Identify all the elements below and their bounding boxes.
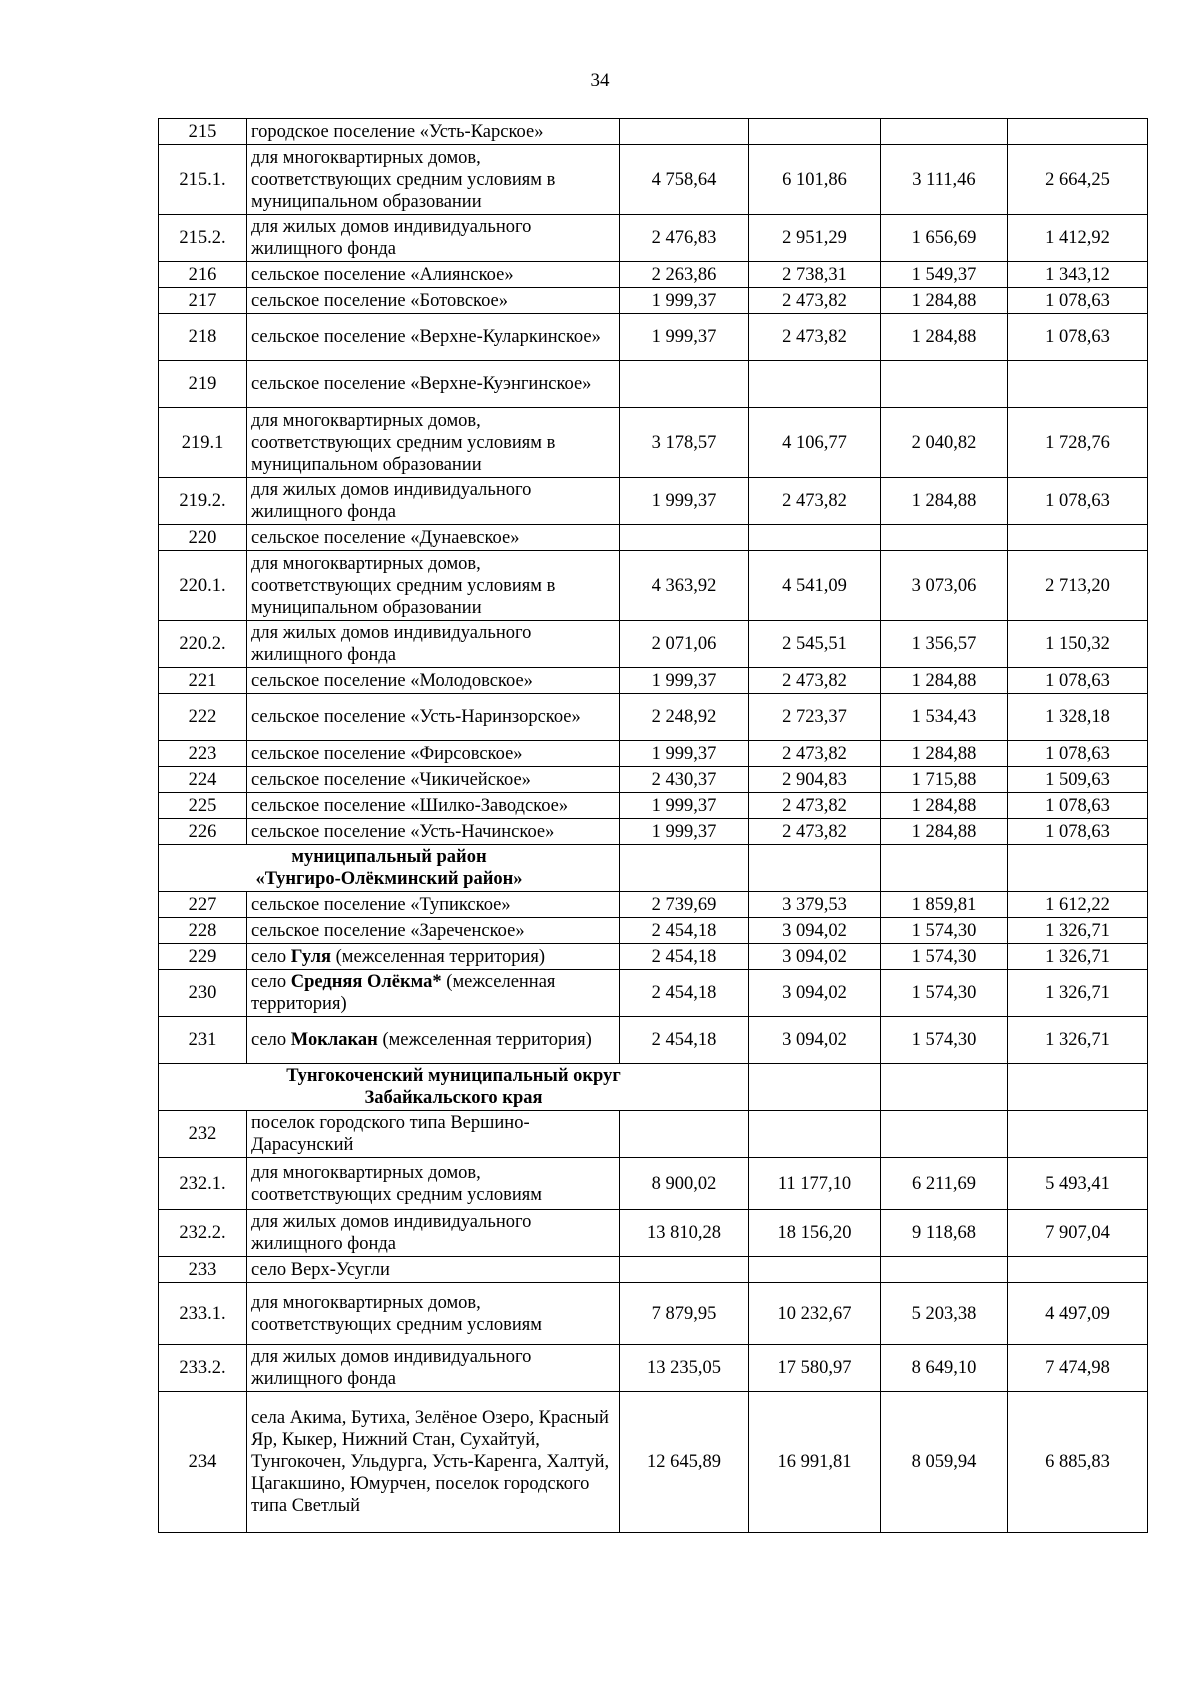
settlement-name: [247, 1257, 620, 1283]
table-row: [159, 288, 1148, 314]
settlement-name-text: сельское поселение «Верхне-Куларкинское»: [251, 327, 601, 347]
row-number: 215: [159, 119, 247, 145]
value-cell-4: 1 612,22: [1008, 892, 1148, 918]
row-number: 217: [159, 288, 247, 314]
row-number: 232.2.: [159, 1210, 247, 1257]
value-cell-3: 1 356,57: [881, 621, 1008, 668]
value-cell-4: 1 412,92: [1008, 215, 1148, 262]
row-number: 225: [159, 793, 247, 819]
table-row: [159, 621, 1148, 668]
value-cell-3: 5 203,38: [881, 1283, 1008, 1345]
value-cell-2: 2 473,82: [749, 819, 881, 845]
value-cell-1: 4 363,92: [620, 551, 749, 621]
value-cell-3: 1 284,88: [881, 478, 1008, 525]
section-title: [159, 845, 620, 892]
row-number: 222: [159, 694, 247, 741]
settlement-name-text: для многоквартирных домов, соответствующих средним условиям в муниципальном образовании: [251, 553, 556, 618]
value-cell-2: 18 156,20: [749, 1210, 881, 1257]
settlement-name: [247, 478, 620, 525]
value-cell-3: 1 574,30: [881, 918, 1008, 944]
settlement-name-text: сельское поселение «Тупикское»: [251, 894, 511, 915]
value-cell-3: [881, 361, 1008, 408]
value-cell-3: 1 284,88: [881, 314, 1008, 361]
value-cell-4: 2 713,20: [1008, 551, 1148, 621]
value-cell-2: 16 991,81: [749, 1392, 881, 1533]
value-cell-1: 2 454,18: [620, 970, 749, 1017]
value-cell-1: 2 263,86: [620, 262, 749, 288]
settlement-name-bold: Средняя Олёкма*: [290, 972, 442, 992]
section-header-row: [159, 845, 1148, 892]
row-number: 228: [159, 918, 247, 944]
settlement-name: [247, 741, 620, 767]
row-number: 223: [159, 741, 247, 767]
value-cell-3: 1 284,88: [881, 819, 1008, 845]
value-cell-4: 1 326,71: [1008, 944, 1148, 970]
row-number: 220.1.: [159, 551, 247, 621]
settlement-name-text: для многоквартирных домов, соответствующих средним условиям: [251, 1292, 542, 1335]
value-cell-1: 2 454,18: [620, 1017, 749, 1064]
settlement-name-text: (межселенная территория): [331, 946, 546, 967]
value-cell-1: [620, 361, 749, 408]
table-row: [159, 741, 1148, 767]
settlement-name: [247, 1017, 620, 1064]
settlement-name-text: для многоквартирных домов, соответствующих средним условиям в муниципальном образовании: [251, 147, 556, 212]
page-number: 34: [590, 70, 610, 91]
row-number: 215.1.: [159, 145, 247, 215]
value-cell-4: [1008, 1111, 1148, 1158]
value-cell-1: 2 248,92: [620, 694, 749, 741]
settlement-name-text: села Акима, Бутиха, Зелёное Озеро, Красный Яр, Кыкер, Нижний Стан, Сухайтуй, Тунгокочен, Ульдурга, Усть-Каренга, Халтуй, Цагакшино, Юмурчен, поселок городского типа Светлый: [251, 1408, 610, 1516]
row-number: 232: [159, 1111, 247, 1158]
value-cell-1: [620, 525, 749, 551]
settlement-name-text: сельское поселение «Шилко-Заводское»: [251, 795, 569, 816]
empty-cell: [881, 845, 1008, 892]
value-cell-2: 2 473,82: [749, 741, 881, 767]
table-row: [159, 1210, 1148, 1257]
value-cell-1: 1 999,37: [620, 793, 749, 819]
value-cell-1: 12 645,89: [620, 1392, 749, 1533]
value-cell-2: 3 094,02: [749, 970, 881, 1017]
value-cell-2: 2 473,82: [749, 668, 881, 694]
table-row: [159, 694, 1148, 741]
section-title-line: «Тунгиро-Олёкминский район»: [255, 869, 523, 889]
value-cell-1: 1 999,37: [620, 314, 749, 361]
settlement-name: [247, 621, 620, 668]
value-cell-1: 13 810,28: [620, 1210, 749, 1257]
value-cell-3: 1 574,30: [881, 944, 1008, 970]
settlement-name-text: для жилых домов индивидуального жилищного фонда: [251, 217, 532, 259]
settlement-name-bold: Гуля: [290, 946, 332, 967]
settlement-name-text: поселок городского типа Вершино-Дарасунский: [251, 1113, 530, 1155]
settlement-name-text: городское поселение «Усть-Карское»: [251, 121, 544, 142]
value-cell-4: 2 664,25: [1008, 145, 1148, 215]
value-cell-4: [1008, 525, 1148, 551]
table-row: [159, 408, 1148, 478]
value-cell-1: 1 999,37: [620, 478, 749, 525]
value-cell-3: 1 284,88: [881, 741, 1008, 767]
value-cell-2: 4 106,77: [749, 408, 881, 478]
row-number: 216: [159, 262, 247, 288]
value-cell-2: 3 094,02: [749, 944, 881, 970]
table-row: [159, 1158, 1148, 1210]
row-number: 233.1.: [159, 1283, 247, 1345]
value-cell-4: [1008, 1257, 1148, 1283]
settlement-name: [247, 408, 620, 478]
settlement-name: [247, 314, 620, 361]
value-cell-2: 2 545,51: [749, 621, 881, 668]
settlement-name-text: сельское поселение «Алиянское»: [251, 264, 514, 285]
value-cell-1: 2 071,06: [620, 621, 749, 668]
row-number: 219: [159, 361, 247, 408]
settlement-name: [247, 215, 620, 262]
settlement-name: [247, 819, 620, 845]
empty-cell: [1008, 1064, 1148, 1111]
table-row: [159, 944, 1148, 970]
value-cell-4: 1 078,63: [1008, 314, 1148, 361]
value-cell-3: 6 211,69: [881, 1158, 1008, 1210]
row-number: 230: [159, 970, 247, 1017]
table-row: [159, 1283, 1148, 1345]
empty-cell: [881, 1064, 1008, 1111]
settlement-name-text: село: [251, 972, 291, 992]
value-cell-3: 1 284,88: [881, 793, 1008, 819]
value-cell-4: [1008, 119, 1148, 145]
value-cell-1: [620, 1257, 749, 1283]
settlement-name-text: (межселенная территория): [377, 1030, 592, 1050]
settlement-name-text: село Верх-Усугли: [251, 1259, 390, 1280]
row-number: 233: [159, 1257, 247, 1283]
settlement-name: [247, 1345, 620, 1392]
settlement-name-text: сельское поселение «Молодовское»: [251, 670, 533, 691]
value-cell-2: 3 379,53: [749, 892, 881, 918]
value-cell-1: 2 739,69: [620, 892, 749, 918]
section-title: [159, 1064, 749, 1111]
value-cell-3: 1 284,88: [881, 668, 1008, 694]
settlement-name: [247, 1283, 620, 1345]
value-cell-2: 4 541,09: [749, 551, 881, 621]
value-cell-1: 8 900,02: [620, 1158, 749, 1210]
settlement-name: [247, 361, 620, 408]
settlement-name-text: для жилых домов индивидуального жилищного фонда: [251, 623, 532, 665]
settlement-name-text: для жилых домов индивидуального жилищного фонда: [251, 1347, 532, 1389]
value-cell-4: 1 509,63: [1008, 767, 1148, 793]
value-cell-3: 1 574,30: [881, 970, 1008, 1017]
value-cell-1: 4 758,64: [620, 145, 749, 215]
value-cell-2: 2 473,82: [749, 478, 881, 525]
value-cell-4: 1 326,71: [1008, 970, 1148, 1017]
value-cell-3: 2 040,82: [881, 408, 1008, 478]
settlement-name: [247, 145, 620, 215]
value-cell-1: 2 430,37: [620, 767, 749, 793]
value-cell-3: [881, 1257, 1008, 1283]
value-cell-2: [749, 1257, 881, 1283]
value-cell-3: [881, 119, 1008, 145]
settlement-name: [247, 288, 620, 314]
section-title-line: Забайкальского края: [364, 1088, 543, 1108]
value-cell-3: 1 859,81: [881, 892, 1008, 918]
value-cell-4: 4 497,09: [1008, 1283, 1148, 1345]
settlement-name: [247, 1392, 620, 1533]
settlement-name: [247, 793, 620, 819]
value-cell-2: 2 951,29: [749, 215, 881, 262]
value-cell-4: 1 343,12: [1008, 262, 1148, 288]
row-number: 219.1: [159, 408, 247, 478]
value-cell-4: 1 078,63: [1008, 668, 1148, 694]
value-cell-3: 9 118,68: [881, 1210, 1008, 1257]
value-cell-4: 1 078,63: [1008, 793, 1148, 819]
value-cell-2: 2 904,83: [749, 767, 881, 793]
value-cell-4: 1 728,76: [1008, 408, 1148, 478]
value-cell-2: 2 738,31: [749, 262, 881, 288]
value-cell-4: 1 078,63: [1008, 478, 1148, 525]
table-row: [159, 314, 1148, 361]
settlement-name-text: (межселенная территория): [251, 972, 556, 1014]
settlement-name: [247, 767, 620, 793]
value-cell-3: 1 715,88: [881, 767, 1008, 793]
settlement-name-text: сельское поселение «Усть-Наринзорское»: [251, 707, 581, 727]
settlement-name-text: для многоквартирных домов, соответствующих средним условиям: [251, 1162, 542, 1205]
table-row: [159, 767, 1148, 793]
table-row: [159, 668, 1148, 694]
table-row: [159, 262, 1148, 288]
value-cell-3: 3 111,46: [881, 145, 1008, 215]
value-cell-3: 1 656,69: [881, 215, 1008, 262]
value-cell-4: 6 885,83: [1008, 1392, 1148, 1533]
row-number: 218: [159, 314, 247, 361]
table-row: [159, 361, 1148, 408]
value-cell-4: 1 326,71: [1008, 1017, 1148, 1064]
table-row: [159, 819, 1148, 845]
value-cell-3: [881, 525, 1008, 551]
settlement-name: [247, 525, 620, 551]
table-row: [159, 918, 1148, 944]
table-body: [159, 119, 1148, 1533]
value-cell-2: 6 101,86: [749, 145, 881, 215]
value-cell-3: 1 534,43: [881, 694, 1008, 741]
row-number: 215.2.: [159, 215, 247, 262]
value-cell-4: [1008, 361, 1148, 408]
row-number: 232.1.: [159, 1158, 247, 1210]
table-row: [159, 1111, 1148, 1158]
section-title-line: Тунгокоченский муниципальный округ: [286, 1066, 621, 1086]
table-row: [159, 1257, 1148, 1283]
value-cell-2: 2 473,82: [749, 314, 881, 361]
settlement-name: [247, 668, 620, 694]
settlement-name-bold: Моклакан: [290, 1030, 378, 1050]
value-cell-1: 2 476,83: [620, 215, 749, 262]
table-row: [159, 892, 1148, 918]
value-cell-3: [881, 1111, 1008, 1158]
value-cell-3: 8 649,10: [881, 1345, 1008, 1392]
value-cell-1: 1 999,37: [620, 741, 749, 767]
table-row: [159, 145, 1148, 215]
empty-cell: [749, 1064, 881, 1111]
value-cell-4: 1 326,71: [1008, 918, 1148, 944]
value-cell-1: 1 999,37: [620, 668, 749, 694]
table-row: [159, 1017, 1148, 1064]
settlement-name-text: для жилых домов индивидуального жилищного фонда: [251, 1212, 532, 1254]
settlement-name-text: сельское поселение «Зареченское»: [251, 920, 525, 941]
value-cell-2: 2 473,82: [749, 288, 881, 314]
value-cell-3: 3 073,06: [881, 551, 1008, 621]
value-cell-4: 7 474,98: [1008, 1345, 1148, 1392]
settlement-name: [247, 1111, 620, 1158]
row-number: 219.2.: [159, 478, 247, 525]
settlement-name: [247, 119, 620, 145]
value-cell-1: [620, 119, 749, 145]
value-cell-2: 17 580,97: [749, 1345, 881, 1392]
value-cell-2: [749, 361, 881, 408]
value-cell-1: 13 235,05: [620, 1345, 749, 1392]
settlement-name-text: для жилых домов индивидуального жилищного фонда: [251, 480, 532, 522]
row-number: 221: [159, 668, 247, 694]
value-cell-2: 11 177,10: [749, 1158, 881, 1210]
value-cell-3: 1 549,37: [881, 262, 1008, 288]
value-cell-1: 2 454,18: [620, 944, 749, 970]
empty-cell: [1008, 845, 1148, 892]
value-cell-4: 1 328,18: [1008, 694, 1148, 741]
value-cell-3: 1 284,88: [881, 288, 1008, 314]
table-row: [159, 551, 1148, 621]
settlement-name: [247, 551, 620, 621]
row-number: 226: [159, 819, 247, 845]
table-row: [159, 525, 1148, 551]
empty-cell: [749, 845, 881, 892]
value-cell-2: 2 723,37: [749, 694, 881, 741]
value-cell-4: 7 907,04: [1008, 1210, 1148, 1257]
value-cell-2: 2 473,82: [749, 793, 881, 819]
value-cell-2: [749, 119, 881, 145]
table-row: [159, 478, 1148, 525]
value-cell-2: 3 094,02: [749, 1017, 881, 1064]
settlement-name-text: для многоквартирных домов, соответствующих средним условиям в муниципальном образовании: [251, 410, 556, 475]
row-number: 234: [159, 1392, 247, 1533]
row-number: 224: [159, 767, 247, 793]
settlement-name: [247, 892, 620, 918]
settlement-name: [247, 694, 620, 741]
value-cell-3: 8 059,94: [881, 1392, 1008, 1533]
table-row: [159, 119, 1148, 145]
table-row: [159, 970, 1148, 1017]
value-cell-1: 1 999,37: [620, 288, 749, 314]
settlement-name-text: сельское поселение «Дунаевское»: [251, 527, 520, 548]
table-row: [159, 1345, 1148, 1392]
row-number: 220.2.: [159, 621, 247, 668]
empty-cell: [620, 845, 749, 892]
value-cell-2: 3 094,02: [749, 918, 881, 944]
value-cell-4: 5 493,41: [1008, 1158, 1148, 1210]
settlement-name-text: сельское поселение «Усть-Начинское»: [251, 821, 555, 842]
value-cell-1: 2 454,18: [620, 918, 749, 944]
value-cell-4: 1 078,63: [1008, 741, 1148, 767]
row-number: 227: [159, 892, 247, 918]
value-cell-1: 1 999,37: [620, 819, 749, 845]
value-cell-4: 1 078,63: [1008, 819, 1148, 845]
settlement-name: [247, 262, 620, 288]
row-number: 220: [159, 525, 247, 551]
settlement-name-text: сельское поселение «Чикичейское»: [251, 769, 531, 790]
settlement-name: [247, 918, 620, 944]
value-cell-4: 1 078,63: [1008, 288, 1148, 314]
value-cell-1: 7 879,95: [620, 1283, 749, 1345]
section-header-row: [159, 1064, 1148, 1111]
row-number: 231: [159, 1017, 247, 1064]
row-number: 229: [159, 944, 247, 970]
value-cell-1: [620, 1111, 749, 1158]
table-row: [159, 1392, 1148, 1533]
value-cell-2: [749, 1111, 881, 1158]
section-title-line: муниципальный район: [291, 847, 487, 867]
settlement-name-text: село: [251, 1030, 291, 1050]
settlement-name: [247, 1158, 620, 1210]
table-row: [159, 793, 1148, 819]
settlement-name: [247, 1210, 620, 1257]
settlement-name-text: село: [251, 946, 291, 967]
row-number: 233.2.: [159, 1345, 247, 1392]
table-row: [159, 215, 1148, 262]
settlement-name: [247, 944, 620, 970]
value-cell-3: 1 574,30: [881, 1017, 1008, 1064]
settlement-name-text: сельское поселение «Ботовское»: [251, 290, 509, 311]
settlement-name-text: сельское поселение «Фирсовское»: [251, 743, 523, 764]
tariff-table: [158, 118, 1148, 1533]
value-cell-2: 10 232,67: [749, 1283, 881, 1345]
settlement-name-text: сельское поселение «Верхне-Куэнгинское»: [251, 374, 592, 394]
settlement-name: [247, 970, 620, 1017]
value-cell-4: 1 150,32: [1008, 621, 1148, 668]
value-cell-1: 3 178,57: [620, 408, 749, 478]
value-cell-2: [749, 525, 881, 551]
